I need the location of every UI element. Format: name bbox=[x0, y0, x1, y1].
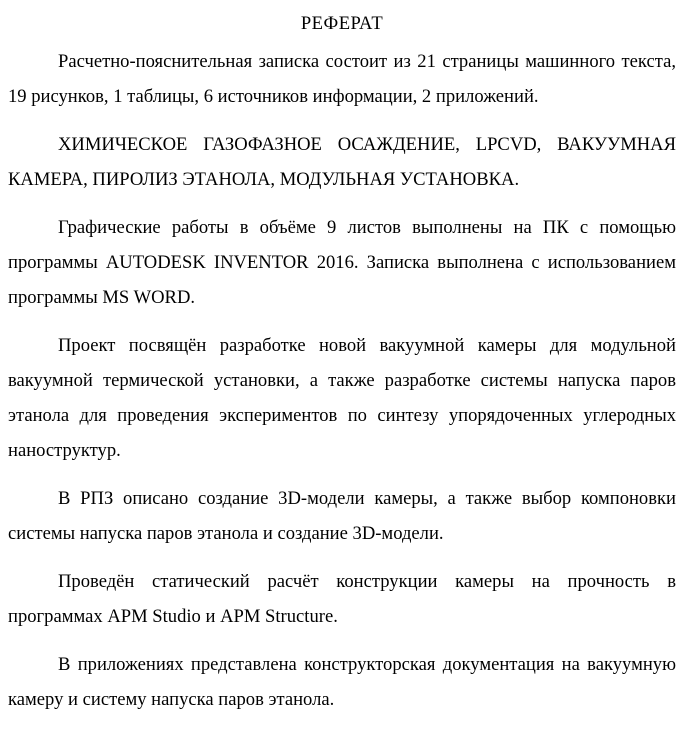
paragraph-3d-model: В РПЗ описано создание 3D-модели камеры, а также выбор компоновки системы напуска паров этанола и создание 3D-модели. bbox=[8, 488, 676, 544]
paragraph-project-goal: Проект посвящён разработке новой вакуумной камеры для модульной вакуумной термической установки, а также разработке системы напуска паров этанола для проведения экспериментов по синтезу упорядоченных углеродных наноструктур. bbox=[8, 335, 676, 461]
page-title: РЕФЕРАТ bbox=[300, 13, 384, 34]
paragraph-appendices: В приложениях представлена конструкторская документация на вакуумную камеру и систему напуска паров этанола. bbox=[8, 654, 676, 710]
paragraph-strength-calc: Проведён статический расчёт конструкции камеры на прочность в программах APM Studio и APM Structure. bbox=[8, 571, 676, 627]
paragraph-keywords: ХИМИЧЕСКОЕ ГАЗОФАЗНОЕ ОСАЖДЕНИЕ, LPCVD, ВАКУУМНАЯ КАМЕРА, ПИРОЛИЗ ЭТАНОЛА, МОДУЛЬНАЯ УСТАНОВКА. bbox=[8, 134, 676, 190]
paragraph-software: Графические работы в объёме 9 листов выполнены на ПК с помощью программы AUTODESK INVENTOR 2016. Записка выполнена с использованием программы MS WORD. bbox=[8, 217, 676, 308]
paragraph-summary: Расчетно-пояснительная записка состоит из 21 страницы машинного текста, 19 рисунков, 1 таблицы, 6 источников информации, 2 приложений. bbox=[8, 51, 676, 107]
